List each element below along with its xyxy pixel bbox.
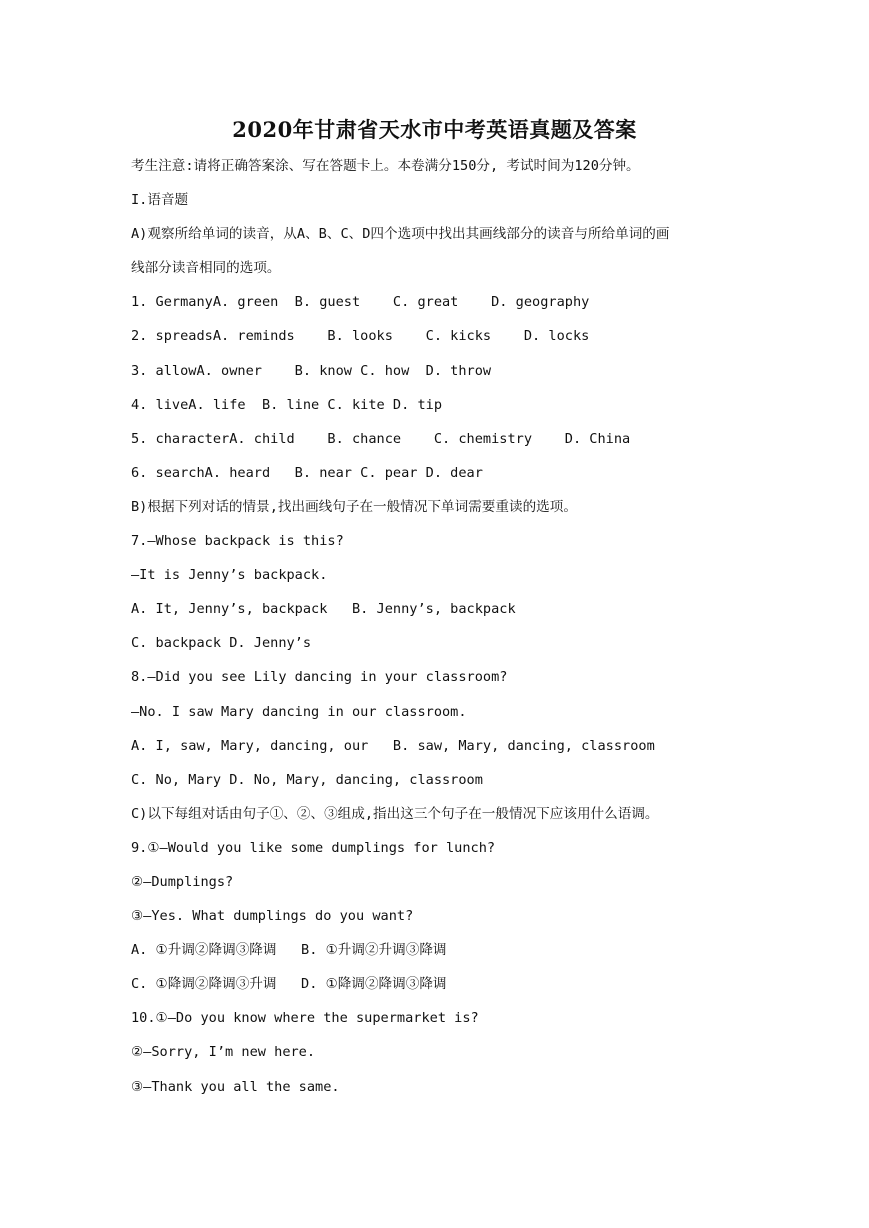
exam-text-body [131,153,851,1108]
question-1: 1. GermanyA. green B. guest C. great D. geography [131,294,590,311]
question-9-options: A. ①升调②降调③降调 B. ①升调②升调③降调 [131,942,447,959]
question-3: 3. allowA. owner B. know C. how D. throw [131,362,492,379]
page-title: 2020年甘肃省天水市中考英语真题及答案 [232,117,637,142]
question-6: 6. searchA. heard B. near C. pear D. dear [131,464,483,481]
exam-instructions: 考生注意:请将正确答案涂、写在答题卡上。本卷满分150分, 考试时间为120分钟。 [131,158,640,174]
question-7-dialogue-line: 7.—Whose backpack is this? [131,533,344,550]
question-5: 5. characterA. child B. chance C. chemistry D. China [131,430,631,447]
question-8-options: C. No, Mary D. No, Mary, dancing, classroom [131,771,483,788]
question-7-dialogue-line: —It is Jenny’s backpack. [131,567,328,584]
question-9-dialogue-line: ②—Dumplings? [131,873,234,890]
question-2: 2. spreadsA. reminds B. looks C. kicks D. locks [131,328,590,345]
question-9-options: C. ①降调②降调③升调 D. ①降调②降调③降调 [131,976,447,993]
question-10-dialogue-line: ②—Sorry, I’m new here. [131,1044,316,1061]
part-c-instructions: C)以下每组对话由句子①、②、③组成,指出这三个句子在一般情况下应该用什么语调。 [131,805,659,822]
question-9-dialogue-line: 9.①—Would you like some dumplings for lunch? [131,839,496,856]
question-8-dialogue-line: —No. I saw Mary dancing in our classroom. [131,703,467,720]
part-b-instructions: B)根据下列对话的情景,找出画线句子在一般情况下单词需要重读的选项。 [131,498,577,515]
question-7-options: C. backpack D. Jenny’s [131,635,312,652]
question-4: 4. liveA. life B. line C. kite D. tip [131,396,442,413]
question-8-dialogue-line: 8.—Did you see Lily dancing in your classroom? [131,669,508,686]
question-9-dialogue-line: ③—Yes. What dumplings do you want? [131,908,414,925]
part-a-instructions-continued: 线部分读音相同的选项。 [131,260,281,277]
question-7-options: A. It, Jenny’s, backpack B. Jenny’s, backpack [131,601,516,618]
question-10-dialogue-line: 10.①—Do you know where the supermarket is? [131,1010,479,1027]
section-heading-phonetics: I.语音题 [131,192,189,209]
part-a-instructions: A)观察所给单词的读音，从A、B、C、D四个选项中找出其画线部分的读音与所给单词的画 [131,226,670,243]
question-10-dialogue-line: ③—Thank you all the same. [131,1078,340,1095]
question-8-options: A. I, saw, Mary, dancing, our B. saw, Mary, dancing, classroom [131,737,655,754]
